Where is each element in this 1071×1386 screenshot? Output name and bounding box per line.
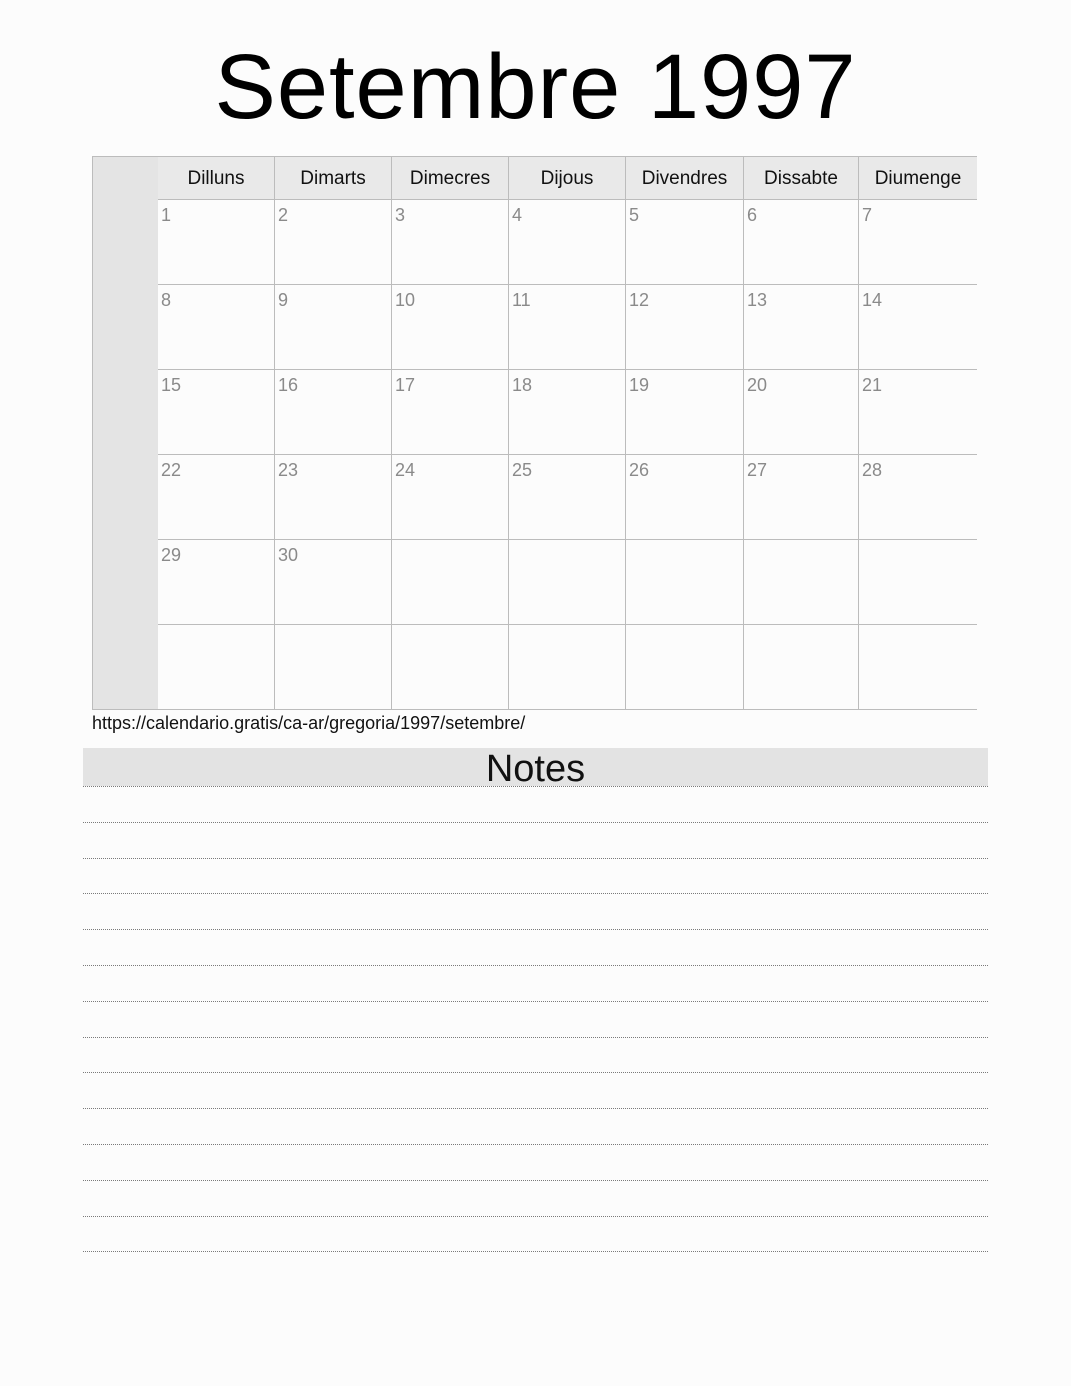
weekday-header-1: Dilluns xyxy=(158,157,275,200)
day-cell[interactable] xyxy=(744,285,859,370)
day-cell[interactable] xyxy=(744,625,859,709)
weekday-header-5: Divendres xyxy=(626,157,744,200)
day-cell[interactable] xyxy=(158,370,275,455)
weekday-header-2: Dimarts xyxy=(275,157,392,200)
day-number: 10 xyxy=(395,290,416,310)
day-cell[interactable] xyxy=(392,285,509,370)
day-number: 24 xyxy=(395,460,416,480)
day-number: 21 xyxy=(862,375,883,395)
day-cell[interactable] xyxy=(859,540,977,625)
note-line xyxy=(83,1216,988,1217)
note-line xyxy=(83,1001,988,1002)
day-cell[interactable] xyxy=(509,540,626,625)
day-cell[interactable] xyxy=(392,455,509,540)
page-title: Setembre 1997 xyxy=(214,36,857,138)
day-number: 2 xyxy=(278,205,289,225)
day-cell[interactable] xyxy=(626,370,744,455)
day-number: 3 xyxy=(395,205,406,225)
day-cell[interactable] xyxy=(509,625,626,709)
day-number: 12 xyxy=(629,290,650,310)
weekday-header-7: Diumenge xyxy=(874,168,962,189)
day-number: 8 xyxy=(161,290,172,310)
day-number: 14 xyxy=(862,290,883,310)
day-cell[interactable] xyxy=(275,540,392,625)
day-cell[interactable] xyxy=(744,200,859,285)
note-line xyxy=(83,822,988,823)
day-cell[interactable] xyxy=(275,285,392,370)
day-cell[interactable] xyxy=(509,370,626,455)
calendar-grid xyxy=(92,156,977,710)
day-number: 11 xyxy=(512,290,531,310)
note-line xyxy=(83,858,988,859)
note-line xyxy=(83,786,988,787)
weekday-header-3: Dimecres xyxy=(392,157,509,200)
day-number: 19 xyxy=(629,375,650,395)
day-cell[interactable] xyxy=(859,370,977,455)
notes-title: Notes xyxy=(83,748,988,786)
note-line xyxy=(83,1251,988,1252)
weekday-header-row xyxy=(158,157,977,200)
day-cell[interactable] xyxy=(509,200,626,285)
note-line xyxy=(83,965,988,966)
day-cell[interactable] xyxy=(626,200,744,285)
source-url: https://calendario.gratis/ca-ar/gregoria/1997/setembre/ xyxy=(92,713,526,733)
day-number: 29 xyxy=(161,545,182,565)
day-cell[interactable] xyxy=(509,455,626,540)
day-cell[interactable] xyxy=(275,455,392,540)
day-cell[interactable] xyxy=(392,540,509,625)
day-cell[interactable] xyxy=(158,285,275,370)
day-number: 18 xyxy=(512,375,533,395)
day-cell[interactable] xyxy=(626,540,744,625)
day-number: 15 xyxy=(161,375,182,395)
weekday-header-4: Dijous xyxy=(509,157,626,200)
day-cell[interactable] xyxy=(392,200,509,285)
day-number: 4 xyxy=(512,205,523,225)
day-cell[interactable] xyxy=(275,370,392,455)
note-line xyxy=(83,1108,988,1109)
day-number: 5 xyxy=(629,205,640,225)
day-cell[interactable] xyxy=(392,370,509,455)
day-cell[interactable] xyxy=(744,540,859,625)
day-number: 1 xyxy=(161,205,172,225)
day-number: 27 xyxy=(747,460,768,480)
day-number: 30 xyxy=(278,545,299,565)
day-cell[interactable] xyxy=(859,455,977,540)
day-cell[interactable] xyxy=(744,455,859,540)
day-cell[interactable] xyxy=(859,200,977,285)
day-cell[interactable] xyxy=(859,285,977,370)
day-cell[interactable] xyxy=(626,625,744,709)
note-line xyxy=(83,893,988,894)
day-number: 26 xyxy=(629,460,650,480)
day-number: 9 xyxy=(278,290,289,310)
day-number: 20 xyxy=(747,375,768,395)
day-cell[interactable] xyxy=(275,200,392,285)
day-number: 13 xyxy=(747,290,768,310)
note-line xyxy=(83,1180,988,1181)
note-line xyxy=(83,1072,988,1073)
day-cell[interactable] xyxy=(275,625,392,709)
day-number: 16 xyxy=(278,375,299,395)
day-cell[interactable] xyxy=(509,285,626,370)
day-cell[interactable] xyxy=(626,285,744,370)
day-cell[interactable] xyxy=(744,370,859,455)
weekday-header-6: Dissabte xyxy=(744,157,859,200)
day-number: 22 xyxy=(161,460,182,480)
day-cell[interactable] xyxy=(859,625,977,709)
note-line xyxy=(83,1037,988,1038)
day-cell[interactable] xyxy=(392,625,509,709)
day-number: 25 xyxy=(512,460,533,480)
note-line xyxy=(83,929,988,930)
calendar-days-grid xyxy=(158,157,977,709)
day-cell[interactable] xyxy=(626,455,744,540)
day-cell[interactable] xyxy=(158,455,275,540)
day-number: 28 xyxy=(862,460,883,480)
week-side-column xyxy=(93,157,159,709)
day-number: 6 xyxy=(747,205,758,225)
day-cell[interactable] xyxy=(158,200,275,285)
day-number: 7 xyxy=(862,205,873,225)
note-line xyxy=(83,1144,988,1145)
day-number: 17 xyxy=(395,375,416,395)
day-number: 23 xyxy=(278,460,299,480)
day-cell[interactable] xyxy=(158,625,275,709)
day-cell[interactable] xyxy=(158,540,275,625)
